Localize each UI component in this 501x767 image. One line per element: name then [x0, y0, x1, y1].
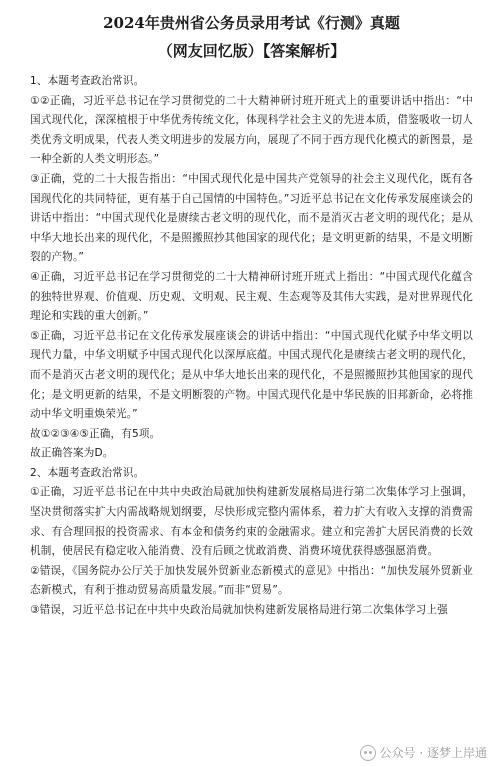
- paragraph: ③错误，习近平总书记在中共中央政治局就加快构建新发展格局进行第二次集体学习上强: [30, 604, 448, 617]
- paragraph: ①正确，习近平总书记在中共中央政治局就加快构建新发展格局进行第二次集体学习上强调，坚决贯彻落实扩大内需战略规划纲要，尽快形成完整内需体系，着力扩大有收入支撑的消费需求、有合理回报的投资需求、有本金和债务约束的金融需求。建立和完善扩大居民消费的长效机制，使居民有稳定收入能消费、没有后顾之忧敢消费、消费环境优获得感强愿消费。: [30, 486, 473, 558]
- paragraph: ⑤正确，习近平总书记在文化传承发展座谈会的讲话中指出：“中国式现代化赋予中华文明以现代力量，中华文明赋予中国式现代化以深厚底蕴。中国式现代化是赓续古老文明的现代化，而不是消灭古老文明的现代化；是从中华大地长出来的现代化，不是照搬照抄其他国家的现代化；是文明更新的结果，不是文明断裂的产物。中国式现代化是中华民族的旧邦新命，必将推动中华文明重焕荣光。”: [30, 329, 473, 421]
- watermark: [360, 744, 487, 761]
- paragraph: ①②正确，习近平总书记在学习贯彻党的二十大精神研讨班开班式上的重要讲话中指出：“中国式现代化，深深植根于中华优秀传统文化，体现科学社会主义的先进本质，借鉴吸收一切人类优秀文明成果，代表人类文明进步的发展方向，展现了不同于西方现代化模式的新图景，是一种全新的人类文明形态。”: [30, 94, 473, 166]
- paragraph: ④正确，习近平总书记在学习贯彻党的二十大精神研讨班开班式上指出：“中国式现代化蕴含的独特世界观、价值观、历史观、文明观、民主观、生态观等及其伟大实践，是对世界现代化理论和实践的重大创新。”: [30, 270, 473, 323]
- document-title: 2024年贵州省公务员录用考试《行测》真题: [103, 14, 400, 32]
- document-subtitle: （网友回忆版）【答案解析】: [157, 42, 346, 60]
- wechat-icon: [360, 745, 376, 761]
- paragraph: ②错误，《国务院办公厅关于加快发展外贸新业态新模式的意见》中指出：“加快发展外贸新业态新模式，有利于推动贸易高质量发展。”而非“贸易”。: [30, 564, 473, 597]
- paragraph-answer: 故正确答案为D。: [30, 447, 114, 460]
- watermark-text: 公众号 · 逐梦上岸通: [379, 746, 487, 760]
- paragraph-summary: 故①②③④⑤正确，有5项。: [30, 427, 161, 440]
- answer-body: [30, 72, 473, 621]
- section-heading-2: 2、本题考查政治常识。: [30, 466, 145, 479]
- paragraph: ③正确，党的二十大报告指出：“中国式现代化是中国共产党领导的社会主义现代化，既有各国现代化的共同特征，更有基于自己国情的中国特色。”习近平总书记在文化传承发展座谈会的讲话中指出：“中国式现代化是赓续古老文明的现代化，而不是消灭古老文明的现代化；是从中华大地长出来的现代化，不是照搬照抄其他国家的现代化；是文明更新的结果，不是文明断裂的产物。”: [30, 172, 473, 264]
- section-heading-1: 1、本题考查政治常识。: [30, 75, 145, 87]
